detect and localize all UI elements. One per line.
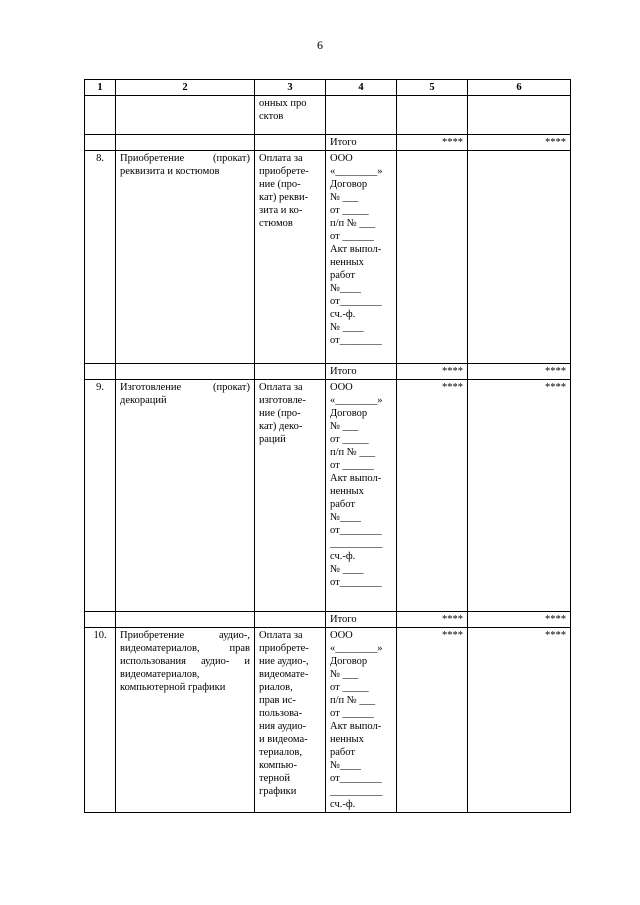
- item-purpose-line: Оплата за: [259, 630, 303, 641]
- item-docs-cell: [326, 628, 397, 813]
- item1-total-col5: ****: [397, 364, 468, 380]
- item-docs-line: Договор: [330, 179, 368, 190]
- item1-total-empty-3: [255, 364, 326, 380]
- cont-cell-5: [397, 96, 468, 135]
- item-purpose-line: Оплата за: [259, 153, 303, 164]
- item-docs-line: ООО: [330, 153, 353, 164]
- cont-cell-6: [468, 96, 571, 135]
- item-name: Изготовление (прокат) декораций: [116, 380, 255, 612]
- item1-total-row: [85, 364, 571, 380]
- item-docs-line: Акт выпол-: [330, 473, 382, 484]
- header-col-2: 2: [116, 80, 255, 96]
- item-row: [85, 380, 571, 612]
- item1-total-label: Итого: [326, 364, 397, 380]
- item-purpose-line: ния аудио-: [259, 721, 307, 732]
- item-name: Приобретение аудио-, видеоматериалов, прав использования аудио- и видеоматериалов, компьютерной графики: [116, 628, 255, 813]
- item-docs-line: №____: [330, 512, 362, 523]
- item-purpose-line: ние (про-: [259, 408, 301, 419]
- item-purpose-line: прав ис-: [259, 695, 296, 706]
- item-docs-line: ненных: [330, 486, 364, 497]
- item-col6: ****: [468, 628, 571, 813]
- item2-total-label: Итого: [326, 612, 397, 628]
- item-docs-line: № ___: [330, 669, 359, 680]
- item1-total-empty-2: [116, 364, 255, 380]
- item-docs-line: работ: [330, 270, 355, 281]
- prev-total-empty-2: [116, 135, 255, 151]
- item-docs-line: «________»: [330, 395, 383, 406]
- item-docs-line: № ___: [330, 421, 359, 432]
- header-row: [85, 80, 571, 96]
- item-purpose-line: Оплата за: [259, 382, 303, 393]
- item-purpose-line: и видеома-: [259, 734, 308, 745]
- item-docs-line: № ____: [330, 322, 364, 333]
- item-purpose-line: компью-: [259, 760, 298, 771]
- item-docs-line: п/п № ___: [330, 447, 376, 458]
- item-purpose-line: кат) деко-: [259, 421, 303, 432]
- item2-total-row: [85, 612, 571, 628]
- item-row: [85, 628, 571, 813]
- item-row: [85, 151, 571, 364]
- item-number: 10.: [85, 628, 116, 813]
- item-purpose-line: приобрете-: [259, 643, 309, 654]
- item1-total-col6: ****: [468, 364, 571, 380]
- cont-purpose-cell: [255, 96, 326, 135]
- item-purpose-cell: [255, 628, 326, 813]
- item-purpose-cell: [255, 151, 326, 364]
- item-col6: ****: [468, 380, 571, 612]
- cont-cell-2: [116, 96, 255, 135]
- item-number: 8.: [85, 151, 116, 364]
- prev-total-col6: ****: [468, 135, 571, 151]
- item-docs-line: Акт выпол-: [330, 244, 382, 255]
- item-docs-line: от _____: [330, 434, 369, 445]
- item-col5: [397, 151, 468, 364]
- header-col-4: 4: [326, 80, 397, 96]
- item-docs-line: от________: [330, 335, 382, 346]
- item-docs-line: ООО: [330, 382, 353, 393]
- prev-total-col5: ****: [397, 135, 468, 151]
- item-purpose-line: пользова-: [259, 708, 303, 719]
- item-docs-line: сч.-ф.: [330, 309, 356, 320]
- item-purpose-line: терной: [259, 773, 290, 784]
- item-docs-line: от _____: [330, 205, 369, 216]
- cont-cell-1: [85, 96, 116, 135]
- item-docs-line: №____: [330, 283, 362, 294]
- item-docs-line: «________»: [330, 643, 383, 654]
- prev-total-row: [85, 135, 571, 151]
- item-purpose-line: приобрете-: [259, 166, 309, 177]
- item-purpose-line: териалов,: [259, 747, 302, 758]
- item-docs-line: сч.-ф.: [330, 799, 356, 810]
- cont-purpose-line: онных про: [259, 98, 307, 109]
- item-number: 9.: [85, 380, 116, 612]
- item1-total-empty-1: [85, 364, 116, 380]
- item-docs-line: работ: [330, 499, 355, 510]
- item-docs-line: __________: [330, 786, 383, 797]
- item-purpose-line: графики: [259, 786, 297, 797]
- item-purpose-cell: [255, 380, 326, 612]
- item-docs-line: № ____: [330, 564, 364, 575]
- cont-purpose-line: сктов: [259, 111, 284, 122]
- item-docs-line: от________: [330, 525, 382, 536]
- prev-total-label: Итого: [326, 135, 397, 151]
- item-docs-line: п/п № ___: [330, 218, 376, 229]
- item-docs-line: от________: [330, 577, 382, 588]
- item-docs-line: ООО: [330, 630, 353, 641]
- item-docs-line: от________: [330, 296, 382, 307]
- item-docs-line: Договор: [330, 656, 368, 667]
- item-purpose-line: ние аудио-,: [259, 656, 309, 667]
- item-purpose-line: изготовле-: [259, 395, 306, 406]
- item-purpose-line: видеомате-: [259, 669, 309, 680]
- item2-total-col5: ****: [397, 612, 468, 628]
- item-docs-line: № ___: [330, 192, 359, 203]
- item-col5: ****: [397, 628, 468, 813]
- item-docs-line: работ: [330, 747, 355, 758]
- continuation-row: [85, 96, 571, 135]
- item-docs-line: от ______: [330, 708, 374, 719]
- header-col-5: 5: [397, 80, 468, 96]
- prev-total-empty-3: [255, 135, 326, 151]
- item-docs-line: сч.-ф.: [330, 551, 356, 562]
- rows-body: [85, 135, 571, 813]
- item-docs-line: ненных: [330, 257, 364, 268]
- item-docs-line: __________: [330, 538, 383, 549]
- item-purpose-line: риалов,: [259, 682, 293, 693]
- header-col-6: 6: [468, 80, 571, 96]
- item-purpose-line: зита и ко-: [259, 205, 303, 216]
- cont-cell-4: [326, 96, 397, 135]
- item-purpose-line: раций: [259, 434, 286, 445]
- expense-table: [84, 79, 571, 813]
- item-docs-line: от ______: [330, 231, 374, 242]
- item-purpose-line: кат) рекви-: [259, 192, 309, 203]
- item-docs-line: Договор: [330, 408, 368, 419]
- item-docs-line: «________»: [330, 166, 383, 177]
- item-docs-line: п/п № ___: [330, 695, 376, 706]
- item-docs-line: Акт выпол-: [330, 721, 382, 732]
- header-col-3: 3: [255, 80, 326, 96]
- item-docs-line: ненных: [330, 734, 364, 745]
- item2-total-empty-1: [85, 612, 116, 628]
- item2-total-empty-3: [255, 612, 326, 628]
- prev-total-empty-1: [85, 135, 116, 151]
- item2-total-empty-2: [116, 612, 255, 628]
- item-name: Приобретение (прокат) реквизита и костюмов: [116, 151, 255, 364]
- item-docs-line: от _____: [330, 682, 369, 693]
- item-docs-line: от________: [330, 773, 382, 784]
- item-docs-cell: [326, 380, 397, 612]
- item-col5: ****: [397, 380, 468, 612]
- item-purpose-line: стюмов: [259, 218, 293, 229]
- page-number: 6: [317, 38, 323, 52]
- item-col6: [468, 151, 571, 364]
- item2-total-col6: ****: [468, 612, 571, 628]
- item-docs-line: от ______: [330, 460, 374, 471]
- item-purpose-line: ние (про-: [259, 179, 301, 190]
- item-docs-cell: [326, 151, 397, 364]
- header-col-1: 1: [85, 80, 116, 96]
- item-docs-line: №____: [330, 760, 362, 771]
